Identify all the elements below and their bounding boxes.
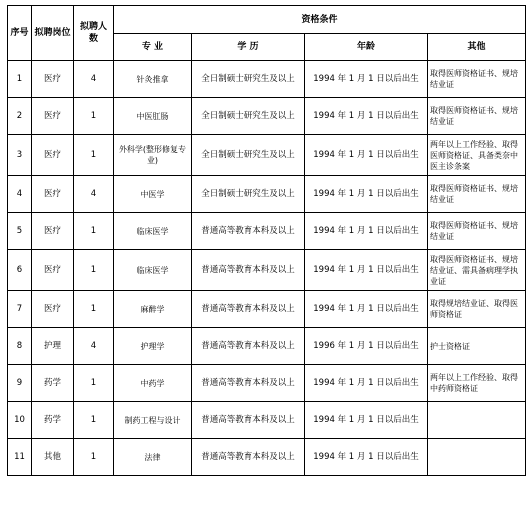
header-row-1 — [8, 6, 526, 34]
cell-count: 4 — [74, 328, 114, 365]
cell-major: 法律 — [114, 439, 192, 476]
cell-count: 1 — [74, 402, 114, 439]
header-no: 序号 — [8, 6, 32, 61]
cell-education: 全日制硕士研究生及以上 — [192, 176, 305, 213]
table-row — [8, 250, 526, 291]
cell-count: 1 — [74, 250, 114, 291]
cell-major: 针灸推拿 — [114, 61, 192, 98]
cell-other: 护士资格证 — [428, 328, 526, 365]
cell-count: 4 — [74, 61, 114, 98]
cell-major: 临床医学 — [114, 250, 192, 291]
cell-no: 4 — [8, 176, 32, 213]
cell-count: 1 — [74, 213, 114, 250]
cell-age: 1994 年 1 月 1 日以后出生 — [305, 61, 428, 98]
header-major: 专 业 — [114, 34, 192, 61]
cell-other: 取得规培结业证、取得医师资格证 — [428, 291, 526, 328]
cell-count: 1 — [74, 365, 114, 402]
cell-other: 取得医师资格证书、规培结业证 — [428, 98, 526, 135]
table-row — [8, 213, 526, 250]
cell-age: 1994 年 1 月 1 日以后出生 — [305, 135, 428, 176]
cell-age: 1994 年 1 月 1 日以后出生 — [305, 439, 428, 476]
recruitment-table-container — [7, 5, 526, 476]
table-row — [8, 135, 526, 176]
cell-major: 中医肛肠 — [114, 98, 192, 135]
cell-count: 1 — [74, 439, 114, 476]
cell-major: 临床医学 — [114, 213, 192, 250]
cell-age: 1994 年 1 月 1 日以后出生 — [305, 291, 428, 328]
table-row — [8, 98, 526, 135]
header-age: 年龄 — [305, 34, 428, 61]
cell-no: 9 — [8, 365, 32, 402]
cell-no: 6 — [8, 250, 32, 291]
cell-post: 药学 — [32, 402, 74, 439]
header-education: 学 历 — [192, 34, 305, 61]
cell-other: 两年以上工作经验、取得中药师资格证 — [428, 365, 526, 402]
cell-post: 医疗 — [32, 61, 74, 98]
cell-count: 1 — [74, 135, 114, 176]
table-row — [8, 365, 526, 402]
cell-education: 全日制硕士研究生及以上 — [192, 61, 305, 98]
table-row — [8, 176, 526, 213]
cell-other: 两年以上工作经验、取得医师资格证、具备类奈中医主诊条案 — [428, 135, 526, 176]
cell-no: 3 — [8, 135, 32, 176]
cell-major: 中医学 — [114, 176, 192, 213]
cell-count: 1 — [74, 98, 114, 135]
cell-education: 普通高等教育本科及以上 — [192, 402, 305, 439]
cell-education: 全日制硕士研究生及以上 — [192, 135, 305, 176]
cell-age: 1994 年 1 月 1 日以后出生 — [305, 402, 428, 439]
cell-major: 麻醉学 — [114, 291, 192, 328]
header-other: 其他 — [428, 34, 526, 61]
cell-post: 其他 — [32, 439, 74, 476]
cell-other: 取得医师资格证书、规培结业证、需具备病理学执业证 — [428, 250, 526, 291]
table-row — [8, 291, 526, 328]
cell-no: 1 — [8, 61, 32, 98]
cell-age: 1994 年 1 月 1 日以后出生 — [305, 98, 428, 135]
cell-no: 8 — [8, 328, 32, 365]
cell-major: 制药工程与设计 — [114, 402, 192, 439]
cell-age: 1994 年 1 月 1 日以后出生 — [305, 213, 428, 250]
cell-post: 医疗 — [32, 213, 74, 250]
cell-education: 普通高等教育本科及以上 — [192, 328, 305, 365]
cell-count: 4 — [74, 176, 114, 213]
cell-post: 医疗 — [32, 98, 74, 135]
cell-major: 中药学 — [114, 365, 192, 402]
cell-education: 普通高等教育本科及以上 — [192, 250, 305, 291]
cell-age: 1994 年 1 月 1 日以后出生 — [305, 250, 428, 291]
cell-count: 1 — [74, 291, 114, 328]
cell-education: 普通高等教育本科及以上 — [192, 291, 305, 328]
table-row — [8, 61, 526, 98]
table-row — [8, 439, 526, 476]
cell-post: 医疗 — [32, 135, 74, 176]
recruitment-table — [7, 5, 526, 476]
cell-no: 11 — [8, 439, 32, 476]
cell-post: 护理 — [32, 328, 74, 365]
cell-no: 2 — [8, 98, 32, 135]
cell-no: 10 — [8, 402, 32, 439]
header-qualifications: 资格条件 — [114, 6, 526, 34]
cell-other: 取得医师资格证书、规培结业证 — [428, 176, 526, 213]
table-row — [8, 328, 526, 365]
cell-no: 7 — [8, 291, 32, 328]
cell-education: 全日制硕士研究生及以上 — [192, 98, 305, 135]
cell-other — [428, 402, 526, 439]
cell-other: 取得医师资格证书、规培结业证 — [428, 61, 526, 98]
cell-post: 医疗 — [32, 250, 74, 291]
cell-education: 普通高等教育本科及以上 — [192, 213, 305, 250]
cell-education: 普通高等教育本科及以上 — [192, 439, 305, 476]
cell-other — [428, 439, 526, 476]
cell-no: 5 — [8, 213, 32, 250]
table-row — [8, 402, 526, 439]
cell-age: 1994 年 1 月 1 日以后出生 — [305, 176, 428, 213]
cell-age: 1996 年 1 月 1 日以后出生 — [305, 328, 428, 365]
cell-major: 护理学 — [114, 328, 192, 365]
cell-education: 普通高等教育本科及以上 — [192, 365, 305, 402]
cell-post: 医疗 — [32, 176, 74, 213]
cell-post: 药学 — [32, 365, 74, 402]
table-body — [8, 61, 526, 476]
cell-other: 取得医师资格证书、规培结业证 — [428, 213, 526, 250]
cell-post: 医疗 — [32, 291, 74, 328]
cell-age: 1994 年 1 月 1 日以后出生 — [305, 365, 428, 402]
cell-major: 外科学(整形修复专业) — [114, 135, 192, 176]
header-post: 拟聘岗位 — [32, 6, 74, 61]
header-count: 拟聘人数 — [74, 6, 114, 61]
